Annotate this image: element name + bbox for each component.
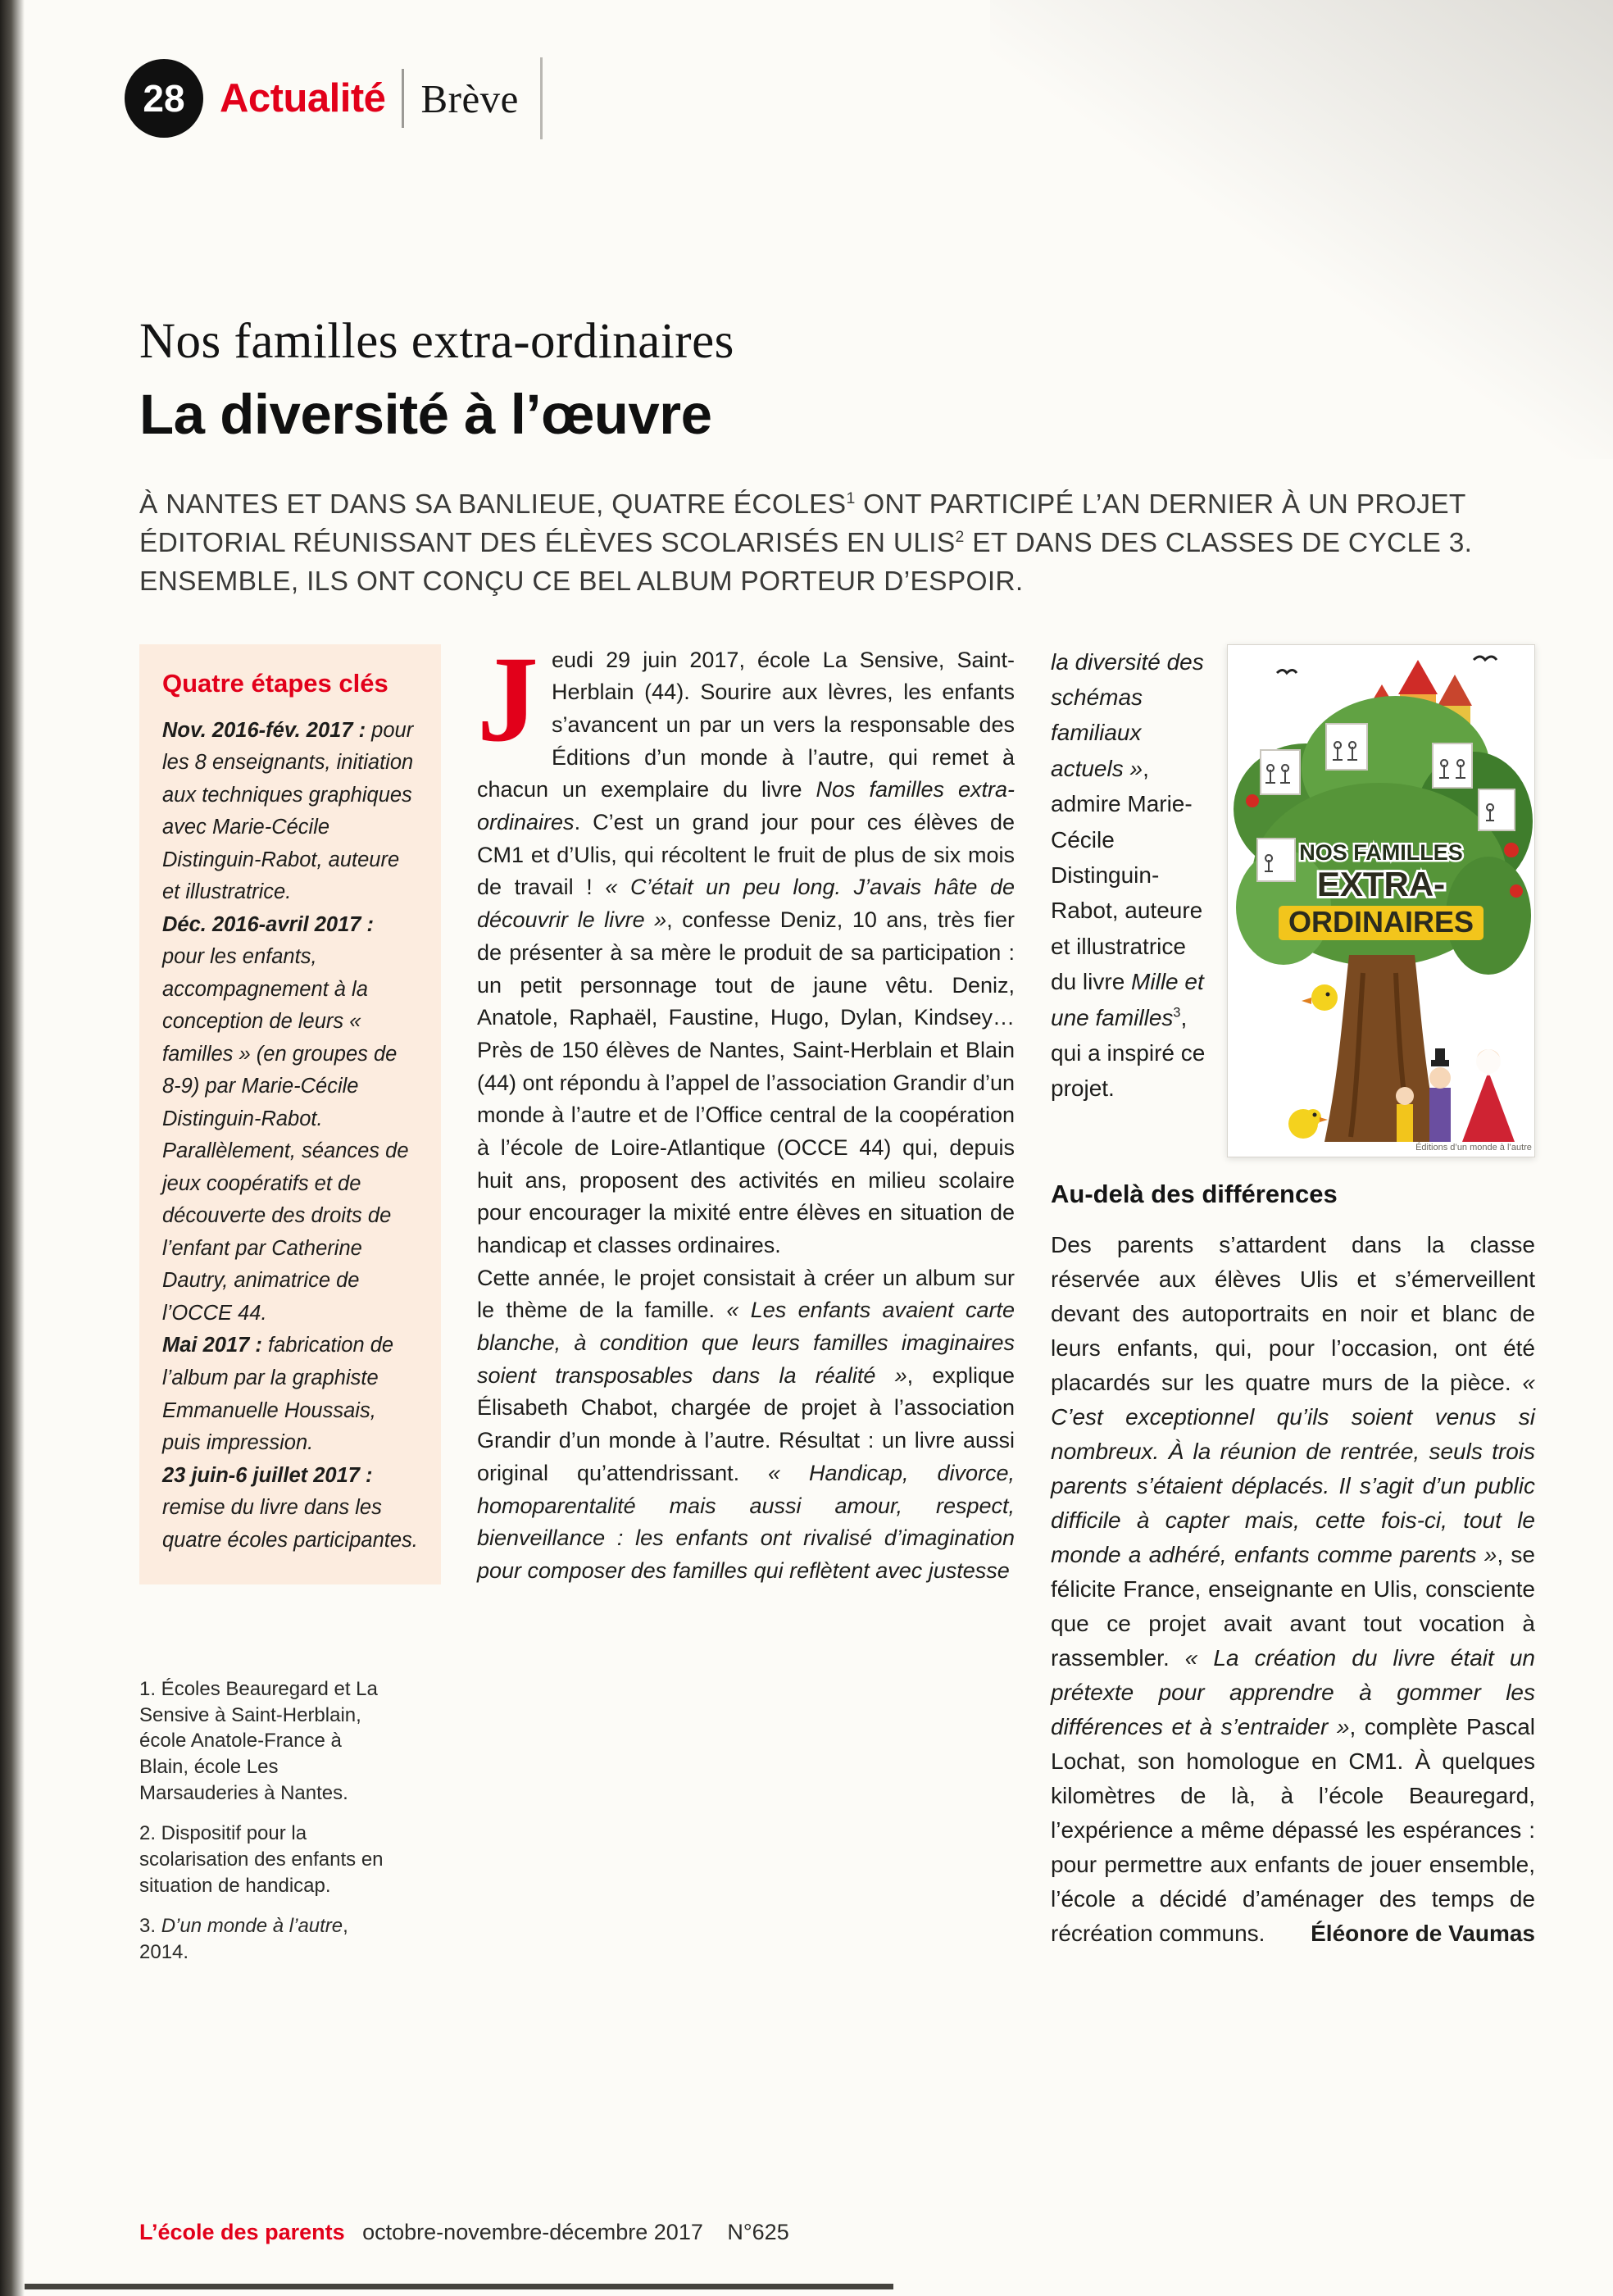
- scan-edge-left: [0, 0, 25, 2296]
- right-subhead: Au-delà des différences: [1051, 1179, 1338, 1208]
- key-step: 23 juin-6 juillet 2017 : remise du livre dans les quatre écoles participantes.: [162, 1463, 418, 1552]
- masthead-divider-2: [540, 57, 543, 139]
- book-cover-image: [1227, 644, 1535, 1157]
- footnote-1: 1. Écoles Beauregard et La Sensive à Saint-Herblain, école Anatole-France à Blain, école Les Marsauderies à Nantes.: [139, 1678, 378, 1804]
- key-step: Mai 2017 : fabrication de l’album par la graphiste Emmanuelle Houssais, puis impression.: [162, 1334, 394, 1455]
- article-paragraph-2: Cette année, le projet consistait à créer un album sur le thème de la famille. « Les enfants avaient carte blanche, à condition que leurs familles imaginaires soient transposables dans la réalité », explique Élisabeth Chabot, chargée de projet à l’association Grandir d’un monde à l’autre. Résultat : un livre aussi original qu’attendrissant. « Handicap, divorce, homoparentalité mais aussi amour, respect, bienveillance : les enfants ont rivalisé d’imagination pour composer des familles qui reflètent avec justesse: [477, 1265, 1015, 1583]
- main-column: [477, 630, 1015, 1588]
- cover-publisher: Éditions d’un monde à l’autre: [1415, 1142, 1532, 1153]
- key-step: Déc. 2016-avril 2017 : pour les enfants, accompagnement à la conception de leurs « familles » (en groupes de 8-9) par Marie-Cécile Distinguin-Rabot. Parallèlement, séances de jeux coopératifs et de découverte des droits de l’enfant par Catherine Dautry, animatrice de l’OCCE 44.: [162, 912, 409, 1325]
- article-standfirst: À NANTES ET DANS SA BANLIEUE, QUATRE ÉCOLES$^1$ ONT PARTICIPÉ L’AN DERNIER À UN PROJET ÉDITORIAL RÉUNISSANT DES ÉLÈVES SCOLARISÉS EN ULIS$^2$ ET DANS DES CLASSES DE CYCLE 3. ENSEMBLE, ILS ONT CONÇU CE BEL ALBUM PORTEUR D’ESPOIR.: [139, 489, 1473, 597]
- cover-title-line1: NOS FAMILLES: [1299, 839, 1463, 865]
- paragraph-1-text: eudi 29 juin 2017, école La Sensive, Saint-Herblain (44). Sourire aux lèvres, les enfants s’avancent un par un vers la responsable des Éditions d’un monde à l’autre, qui remet à chacun un exemplaire du livre Nos familles extra-ordinaires. C’est un grand jour pour ces élèves de CM1 et d’Ulis, qui récoltent le fruit de plus de six mois de travail ! « C’était un peu long. J’avais hâte de découvrir le livre », confesse Deniz, 10 ans, très fier de présenter à sa mère le produit de sa participation : un petit personnage tout de jaune vêtu. Deniz, Anatole, Raphaël, Faustine, Hugo, Dylan, Kindsey… Près de 150 élèves de Nantes, Saint-Herblain et Blain (44) ont répondu à l’appel de l’association Grandir d’un monde à l’autre et de l’Office central de la coopération à l’école de Loire-Atlantique (OCCE 44) qui, depuis huit ans, proposent des activités en milieu scolaire pour encourager la mixité entre élèves en situation de handicap et classes ordinaires.: [477, 647, 1015, 1258]
- section-label: Actualité: [220, 76, 386, 120]
- left-column: [139, 644, 441, 1980]
- issue-date: octobre-novembre-décembre 2017: [362, 2220, 703, 2244]
- cover-title-line3: ORDINAIRES: [1288, 904, 1474, 939]
- right-column: [1051, 644, 1535, 1952]
- scan-edge-bottom: [25, 2284, 893, 2289]
- masthead-divider: [402, 69, 404, 128]
- key-step: Nov. 2016-fév. 2017 : pour les 8 enseignants, initiation aux techniques graphiques avec Marie-Cécile Distinguin-Rabot, auteure et illustratrice.: [162, 718, 414, 904]
- page-footer: [139, 2220, 789, 2245]
- page-number-badge: [125, 59, 203, 138]
- magazine-name: L’école des parents: [139, 2220, 345, 2244]
- footnote-2: 2. Dispositif pour la scolarisation des enfants en situation de handicap.: [139, 1822, 384, 1897]
- article-title: La diversité à l’œuvre: [139, 383, 712, 446]
- footnote-3: 3. D’un monde à l’autre, 2014.: [139, 1915, 348, 1964]
- book-cover-illustration: [1228, 645, 1534, 1157]
- key-steps-title: Quatre étapes clés: [162, 668, 388, 698]
- subsection-label: Brève: [420, 75, 519, 121]
- article-columns: [139, 630, 1535, 1980]
- footnotes: [139, 1676, 393, 1966]
- issue-number: N°625: [727, 2220, 789, 2244]
- cover-title-line2: EXTRA-: [1316, 864, 1446, 903]
- page-number: 28: [143, 77, 185, 120]
- article-paragraph-1: [477, 630, 1015, 1262]
- drop-cap: J: [477, 630, 538, 767]
- author-byline: Éléonore de Vaumas: [1311, 1921, 1535, 1947]
- article-kicker: Nos familles extra-ordinaires: [139, 314, 734, 369]
- key-steps-box: [139, 644, 441, 1584]
- masthead: [125, 57, 1535, 139]
- right-leadin-paragraph: la diversité des schémas familiaux actuels », admire Marie-Cécile Distinguin-Rabot, auteure et illustratrice du livre Mille et une familles$^3$, qui a inspiré ce projet.: [1051, 648, 1206, 1102]
- right-body-paragraph: Des parents s’attardent dans la classe réservée aux élèves Ulis et s’émerveillent devant des autoportraits en noir et blanc de leurs enfants, qui, pour l’occasion, ont été placardés sur les quatre murs de la pièce. « C’est exceptionnel qu’ils soient venus si nombreux. À la réunion de rentrée, seuls trois parents s’étaient déplacés. Il s’agit d’un public difficile à capter mais, cette fois-ci, tout le monde a adhéré, enfants comme parents », se félicite France, enseignante en Ulis, consciente que ce projet avait avant tout vocation à rassembler. « La création du livre était un prétexte pour apprendre à gommer les différences et à s’entraider », complète Pascal Lochat, son homologue en CM1. À quelques kilomètres de là, à l’école Beauregard, l’expérience a même dépassé les espérances : pour permettre aux enfants de jouer ensemble, l’école a décidé d’aménager des temps de récréation communs.: [1051, 1232, 1535, 1947]
